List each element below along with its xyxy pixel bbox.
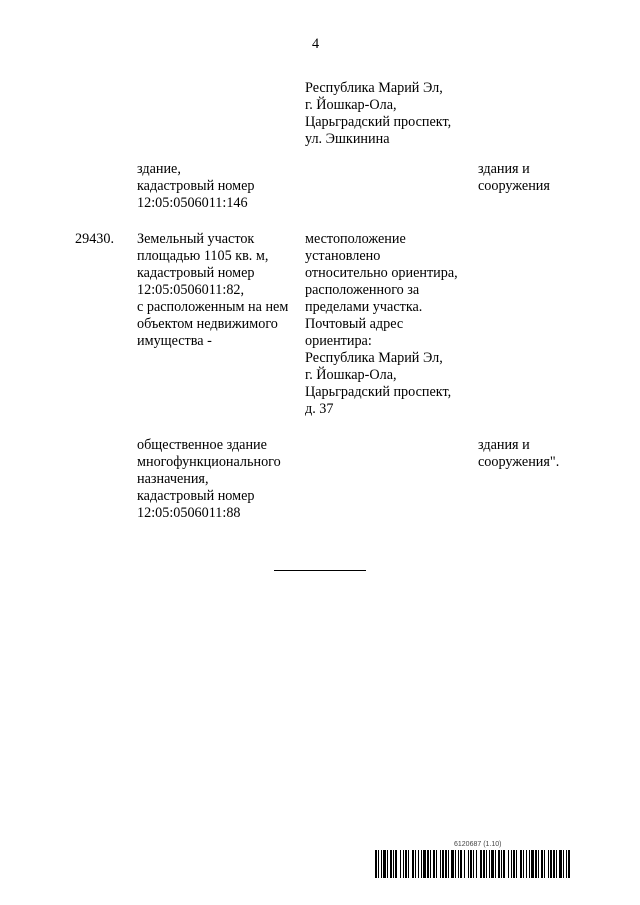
location-line: Республика Марий Эл,	[305, 350, 443, 366]
barcode-bar	[501, 850, 502, 878]
barcode-bar	[563, 850, 564, 878]
object-line: кадастровый номер	[137, 265, 255, 281]
barcode-bar	[559, 850, 562, 878]
barcode-label: 6120687 (1.10)	[454, 841, 502, 848]
barcode-bar	[448, 850, 449, 878]
barcode-bar	[529, 850, 530, 878]
barcode-bar	[468, 850, 469, 878]
barcode-bar	[531, 850, 534, 878]
barcode-bar	[383, 850, 386, 878]
barcode-bar	[513, 850, 515, 878]
object-line: кадастровый номер	[137, 178, 255, 194]
barcode-bar	[556, 850, 557, 878]
object-line: назначения,	[137, 471, 209, 487]
address-line: ул. Эшкинина	[305, 131, 390, 147]
barcode-bar	[400, 850, 401, 878]
barcode-bar	[568, 850, 570, 878]
barcode-bar	[415, 850, 416, 878]
barcode-bar	[421, 850, 422, 878]
purpose-line: здания и	[478, 437, 530, 453]
barcode-image	[375, 850, 571, 878]
purpose-line: здания и	[478, 161, 530, 177]
barcode-bar	[378, 850, 379, 878]
object-line: 12:05:0506011:82,	[137, 282, 245, 298]
barcode-bar	[418, 850, 419, 878]
object-line: Земельный участок	[137, 231, 255, 247]
barcode-bar	[442, 850, 444, 878]
barcode-bar	[498, 850, 500, 878]
barcode-bar	[538, 850, 539, 878]
barcode-bar	[480, 850, 482, 878]
address-continuation	[305, 80, 451, 148]
location-line: установлено	[305, 248, 381, 264]
barcode-bar	[553, 850, 555, 878]
address-line: Царьградский проспект,	[305, 114, 452, 130]
building-146-purpose	[478, 161, 550, 195]
barcode-bar	[460, 850, 462, 878]
barcode-bar	[489, 850, 490, 878]
barcode-bar	[526, 850, 527, 878]
barcode-bar	[486, 850, 487, 878]
barcode-bar	[433, 850, 435, 878]
address-line: Республика Марий Эл,	[305, 80, 443, 96]
barcode-bar	[544, 850, 545, 878]
barcode-bar	[403, 850, 404, 878]
object-line: имущества -	[137, 333, 212, 349]
object-line: с расположенным на нем	[137, 299, 289, 315]
building-88-purpose	[478, 437, 559, 471]
barcode-bar	[520, 850, 522, 878]
object-line: объектом недвижимого	[137, 316, 278, 332]
barcode-bar	[535, 850, 537, 878]
barcode-bar	[523, 850, 524, 878]
barcode-bar	[511, 850, 512, 878]
barcode-bar	[408, 850, 409, 878]
barcode-bar	[405, 850, 407, 878]
barcode-bar	[436, 850, 437, 878]
object-line: 12:05:0506011:88	[137, 505, 241, 521]
object-line: многофункционального	[137, 454, 281, 470]
barcode-bar	[395, 850, 397, 878]
location-line: местоположение	[305, 231, 406, 247]
barcode-bar	[390, 850, 392, 878]
location-line: пределами участка.	[305, 299, 423, 315]
address-line: г. Йошкар-Ола,	[305, 97, 397, 113]
barcode-bar	[508, 850, 509, 878]
object-line: здание,	[137, 161, 181, 177]
barcode-bar	[566, 850, 567, 878]
row-number: 29430.	[75, 231, 115, 247]
barcode-bar	[440, 850, 441, 878]
location-line: г. Йошкар-Ола,	[305, 367, 397, 383]
barcode-bar	[412, 850, 414, 878]
object-line: 12:05:0506011:146	[137, 195, 248, 211]
location-line: Царьградский проспект,	[305, 384, 452, 400]
barcode-bar	[375, 850, 377, 878]
end-divider	[274, 570, 366, 571]
purpose-line: сооружения	[478, 178, 550, 194]
object-line: площадью 1105 кв. м,	[137, 248, 269, 264]
land-plot-location	[305, 231, 458, 418]
barcode-bar	[464, 850, 465, 878]
barcode-bar	[495, 850, 496, 878]
building-88-description	[137, 437, 281, 522]
location-line: расположенного за	[305, 282, 420, 298]
location-line: ориентира:	[305, 333, 372, 349]
barcode-bar	[445, 850, 447, 878]
barcode-bar	[430, 850, 431, 878]
barcode-bar	[476, 850, 477, 878]
barcode-bar	[548, 850, 549, 878]
barcode-bar	[541, 850, 543, 878]
barcode-bar	[470, 850, 472, 878]
barcode-bar	[381, 850, 382, 878]
page-number: 4	[312, 36, 320, 52]
building-146-description	[137, 161, 255, 212]
barcode-bar	[503, 850, 505, 878]
barcode-bar	[387, 850, 388, 878]
land-plot-description	[137, 231, 288, 350]
location-line: д. 37	[305, 401, 334, 417]
barcode-bar	[483, 850, 485, 878]
barcode-bar	[550, 850, 552, 878]
barcode-bar	[451, 850, 454, 878]
barcode-bar	[427, 850, 429, 878]
barcode-bar	[455, 850, 456, 878]
barcode-bar	[458, 850, 459, 878]
location-line: относительно ориентира,	[305, 265, 458, 281]
object-line: общественное здание	[137, 437, 267, 453]
object-line: кадастровый номер	[137, 488, 255, 504]
purpose-line: сооружения".	[478, 454, 560, 470]
barcode-bar	[423, 850, 426, 878]
location-line: Почтовый адрес	[305, 316, 404, 332]
barcode-bar	[393, 850, 394, 878]
barcode-bar	[473, 850, 474, 878]
barcode-bar	[516, 850, 517, 878]
barcode-bar	[491, 850, 494, 878]
